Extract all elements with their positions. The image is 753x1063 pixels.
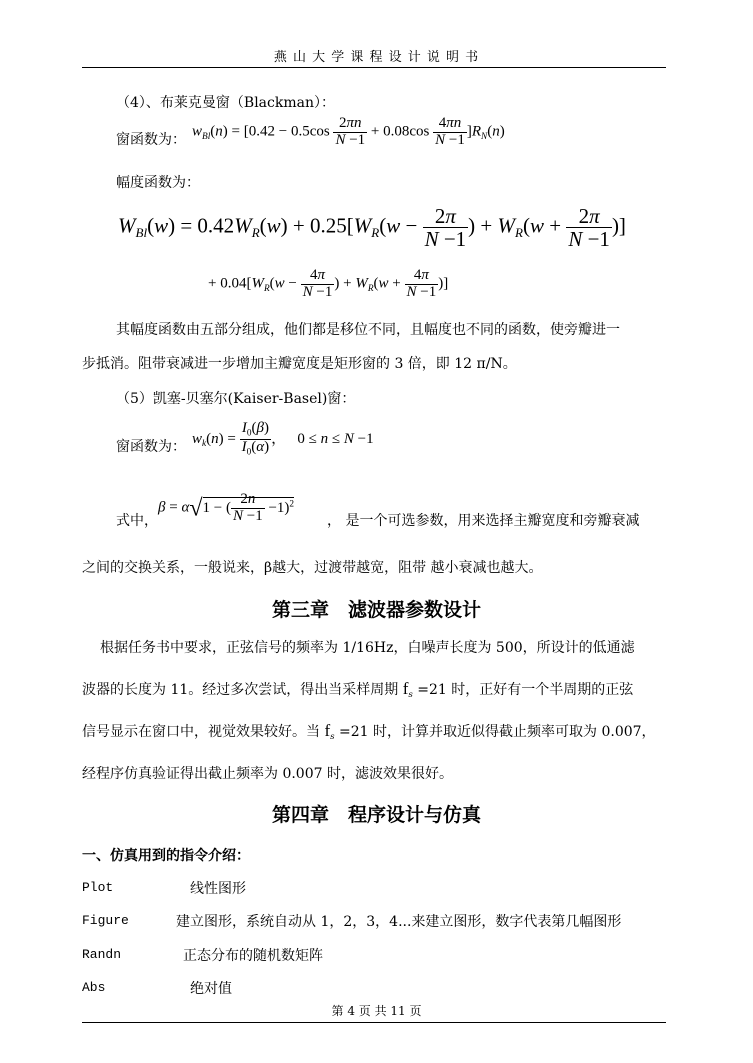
command-desc: 线性图形 [190, 881, 246, 897]
chapter3-line3: 信号显示在窗口中，视觉效果较好。当 $f_s =21$ 时，计算并取近似得截止频率可取为 0.007， [82, 721, 656, 743]
chapter3-line2: 波器的长度为 11。经过多次尝试，得出当采样周期 $f_s =21$ 时，正好有一个半周期的正弦 [82, 679, 634, 701]
blackman-amp-formula-2: + $0.04[W_R(w$ − $\frac{4\pi}{N -1}$ ) + $W_R(w$ + $\frac{4\pi}{N -1}$ )] [208, 267, 449, 300]
chapter3-line4: 经程序仿真验证得出截止频率为 0.007 时，滤波效果很好。 [82, 766, 453, 782]
blackman-amp-formula-1: $W_{Bl}(w) = 0.42W_R(w) + 0.25[W_R(w$ − $\frac{2\pi}{N -1}$ ) + $W_R(w$ + $\frac{2\pi}{N -1}$ )] [118, 204, 626, 252]
footer-rule [82, 1022, 666, 1023]
command-desc: 正态分布的随机数矩阵 [183, 948, 323, 964]
chapter3-title: 第三章 滤波器参数设计 [271, 599, 481, 621]
blackman-para-2: 步抵消。阻带衰减进一步增加主瓣宽度是矩形窗的 3 倍，即 12 π/N。 [82, 356, 517, 372]
kaiser-beta-formula: β = α√1 − ( $\frac{2n}{N -1}$ −1)$^2$ [158, 491, 295, 524]
kaiser-window-formula: $w_k(n)$ = $\frac{I_0(\beta)}{I_0(\alpha)}$ ， 0 ≤ n ≤ N −1 [192, 420, 374, 458]
command-name: Randn [82, 947, 122, 962]
command-name: Figure [82, 913, 129, 928]
page-footer: 第 4 页 共 11 页 [331, 1004, 422, 1018]
chapter4-section1: 一、仿真用到的指令介绍： [82, 848, 250, 864]
kaiser-para-2: 之间的交换关系，一般说来，β越大，过渡带越宽，阻带 越小衰减也越大。 [82, 560, 543, 576]
command-name: Abs [82, 980, 106, 995]
blackman-amp-label: 幅度函数为： [116, 175, 200, 191]
blackman-heading: （4）、布莱克曼窗（Blackman）： [116, 95, 335, 111]
page-header-title: 燕 山 大 学 课 程 设 计 说 明 书 [273, 50, 480, 65]
blackman-window-formula: $w_{Bl}(n) = [0.42 - 0.5\cos$ $\frac{2\pi n}{N -1}$ + 0.08cos $\frac{4\pi n}{N -1}$ ]$R_N(n)$ [192, 115, 505, 148]
chapter3-line1: 根据任务书中要求，正弦信号的频率为 1/16Hz，白噪声长度为 500，所设计的低通滤 [100, 640, 635, 656]
chapter4-title: 第四章 程序设计与仿真 [271, 804, 481, 826]
blackman-para-1: 其幅度函数由五部分组成，他们都是移位不同，且幅度也不同的函数，使旁瓣进一 [116, 322, 620, 338]
kaiser-window-label: 窗函数为： [116, 439, 186, 455]
command-desc: 建立图形，系统自动从 1，2，3，4...来建立图形，数字代表第几幅图形 [176, 914, 622, 930]
command-name: Plot [82, 880, 114, 895]
command-desc: 绝对值 [190, 981, 232, 997]
kaiser-where-label: 式中， [116, 513, 158, 529]
kaiser-heading: （5）凯塞-贝塞尔(Kaiser-Basel)窗： [116, 391, 356, 407]
kaiser-where-text: ， 是一个可选参数，用来选择主瓣宽度和旁瓣衰减 [327, 513, 640, 529]
header-rule [82, 67, 666, 68]
blackman-window-label: 窗函数为： [116, 132, 186, 148]
